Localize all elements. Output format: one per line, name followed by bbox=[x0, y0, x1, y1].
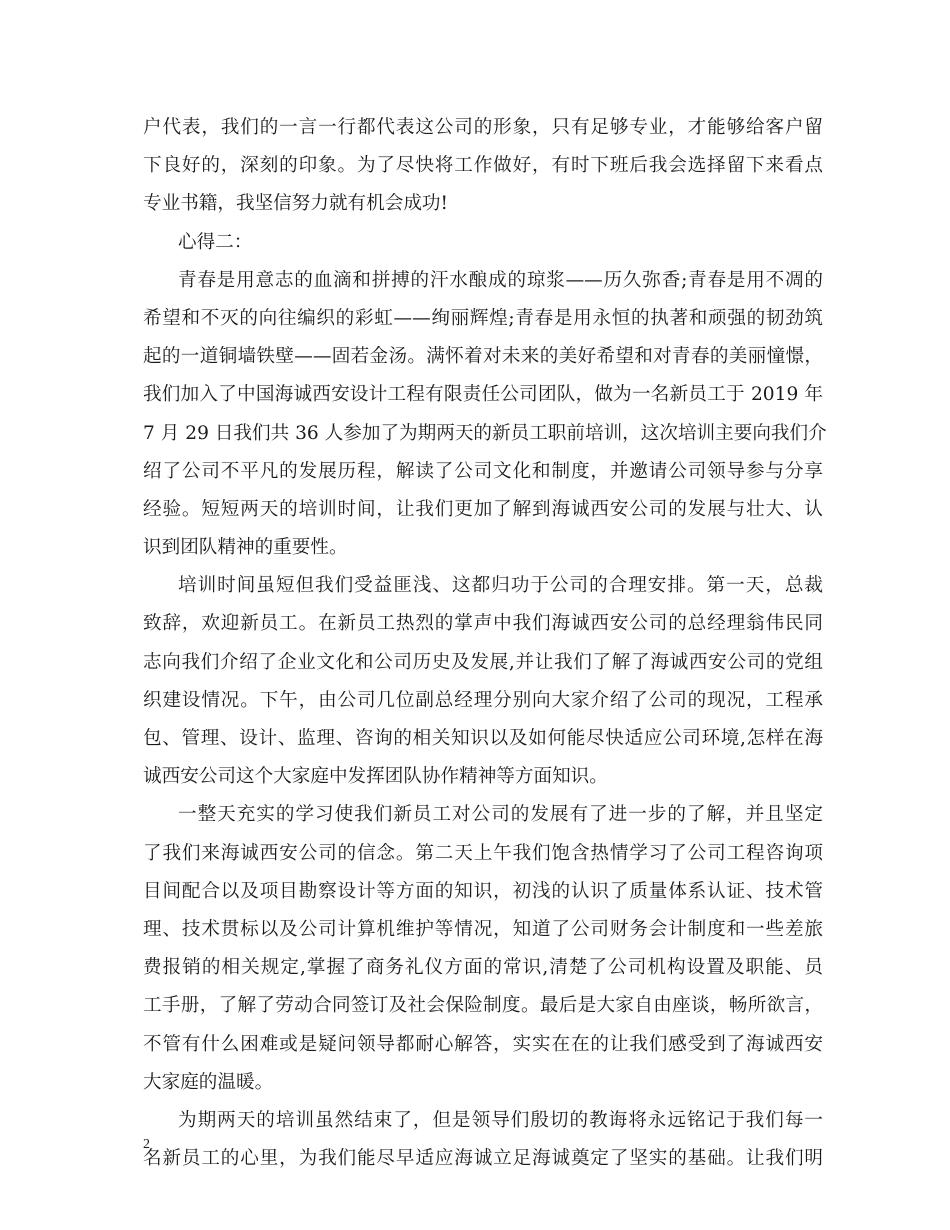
text-line: 起的一道铜墙铁壁——固若金汤。满怀着对未来的美好希望和对青春的美丽憧憬， bbox=[143, 346, 823, 368]
text-line: 名新员工的心里，为我们能尽早适应海诚立足海诚奠定了坚实的基础。让我们明 bbox=[143, 1148, 823, 1170]
text-line: 为期两天的培训虽然结束了，但是领导们殷切的教诲将永远铭记于我们每一 bbox=[178, 1109, 823, 1131]
section-heading: 心得二： bbox=[178, 231, 253, 253]
text-line: 诚西安公司这个大家庭中发挥团队协作精神等方面知识。 bbox=[143, 766, 608, 788]
text-line: 织建设情况。下午，由公司几位副总经理分别向大家介绍了公司的现况，工程承 bbox=[143, 689, 823, 711]
text-line: 希望和不灭的向往编织的彩虹——绚丽辉煌;青春是用永恒的执著和顽强的韧劲筑 bbox=[143, 307, 823, 329]
text-line: 一整天充实的学习使我们新员工对公司的发展有了进一步的了解，并且坚定 bbox=[178, 804, 823, 826]
text-line: 不管有什么困难或是疑问领导都耐心解答，实实在在的让我们感受到了海诚西安 bbox=[143, 1033, 823, 1055]
text-line: 费报销的相关规定,掌握了商务礼仪方面的常识,清楚了公司机构设置及职能、员 bbox=[143, 957, 823, 979]
text-line: 户代表，我们的一言一行都代表这公司的形象，只有足够专业，才能够给客户留 bbox=[143, 117, 823, 138]
text-line: 志向我们介绍了企业文化和公司历史及发展,并让我们了解了海诚西安公司的党组 bbox=[143, 651, 823, 673]
text-line: 我们加入了中国海诚西安设计工程有限责任公司团队，做为一名新员工于 2019 年 bbox=[143, 384, 823, 406]
text-line: 大家庭的温暖。 bbox=[143, 1071, 274, 1093]
text-line: 7 月 29 日我们共 36 人参加了为期两天的新员工职前培训，这次培训主要向我们介 bbox=[143, 422, 827, 444]
document-body bbox=[143, 109, 827, 1178]
text-line: 专业书籍，我坚信努力就有机会成功! bbox=[143, 193, 448, 215]
text-line: 经验。短短两天的培训时间，让我们更加了解到海诚西安公司的发展与壮大、认 bbox=[143, 498, 823, 520]
text-line: 了我们来海诚西安公司的信念。第二天上午我们饱含热情学习了公司工程咨询项 bbox=[143, 842, 823, 864]
text-line: 致辞，欢迎新员工。在新员工热烈的掌声中我们海诚西安公司的总经理翁伟民同 bbox=[143, 613, 823, 635]
text-line: 理、技术贯标以及公司计算机维护等情况，知道了公司财务会计制度和一些差旅 bbox=[143, 918, 823, 940]
text-line: 识到团队精神的重要性。 bbox=[143, 537, 348, 559]
text-line: 青春是用意志的血滴和拼搏的汗水酿成的琼浆——历久弥香;青春是用不凋的 bbox=[178, 269, 823, 291]
text-line: 目间配合以及项目勘察设计等方面的知识，初浅的认识了质量体系认证、技术管 bbox=[143, 880, 823, 902]
text-line: 绍了公司不平凡的发展历程，解读了公司文化和制度，并邀请公司领导参与分享 bbox=[143, 460, 823, 482]
text-line: 包、管理、设计、监理、咨询的相关知识以及如何能尽快适应公司环境,怎样在海 bbox=[143, 728, 823, 749]
text-line: 下良好的，深刻的印象。为了尽快将工作做好，有时下班后我会选择留下来看点 bbox=[143, 155, 823, 177]
text-line: 工手册，了解了劳动合同签订及社会保险制度。最后是大家自由座谈，畅所欲言， bbox=[143, 995, 823, 1017]
text-line: 培训时间虽短但我们受益匪浅、这都归功于公司的合理安排。第一天，总裁 bbox=[178, 575, 823, 597]
page-number: 2 bbox=[143, 1137, 150, 1152]
